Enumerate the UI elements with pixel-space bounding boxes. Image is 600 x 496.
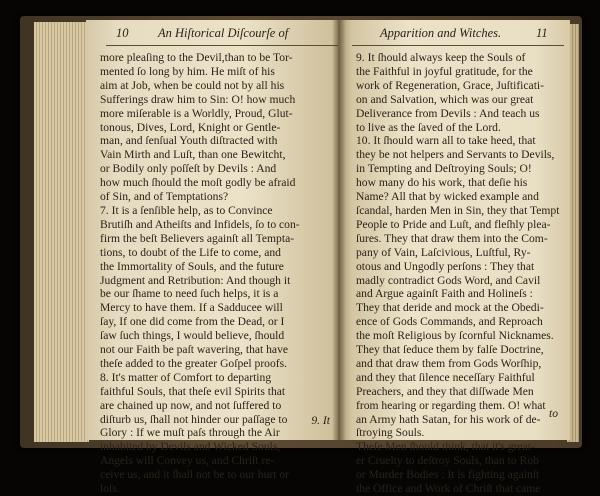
text-line: pany of Vain, Laſcivious, Luſtful, Ry- [356,245,531,259]
text-line: from hearing or regarding them. O! what [356,398,546,412]
text-line: not our Faith be paſt wavering, that have [100,343,289,357]
book-gutter [332,20,346,440]
text-line: of Sin, and of Temptations? [100,190,229,204]
text-line: Name? All that by wicked example and [356,190,539,204]
text-line: the Faithful in joyful gratitude, for the [356,64,533,78]
right-running-head: Apparition and Witches. [380,26,502,40]
text-line: ſcandal, harden Men in Sin, they that Tempt [356,203,560,217]
text-line: They that deride and mock at the Obedi- [356,301,544,315]
right-body-text [356,51,570,496]
text-line: ſay, If one did come from the Dead, or I [100,315,285,329]
left-running-head: An Hiſtorical Diſcourſe of [158,26,289,40]
text-line: Judgment and Retribution: And though it [100,273,291,287]
left-page-number: 10 [116,26,129,40]
text-line: are chained up now, and not ſuffered to [100,398,282,412]
text-line: mented ſo long by him. He miſt of his [100,64,275,78]
left-catchword: 9. It [311,414,330,427]
text-line: aim at Job, when be could not by all his [100,78,285,92]
text-line: work of Regeneration, Grace, Juſtificati- [356,78,545,92]
text-line: the moſt Religious by ſcornful Nicknames. [356,329,554,343]
text-line: and Argue againſt Faith and Holineſs : [356,287,533,301]
text-line: they be not helpers and Servants to Devils, [356,148,555,162]
text-line: Glory : If we muſt paſs through the Air [100,426,280,440]
text-line: or Bodily only poſſeſt by Devils : And [100,162,277,176]
text-line: theſe added to the greater Goſpel proofs. [100,356,288,370]
text-line: man, and ſenſual Youth diſtracted with [100,134,278,148]
text-line: diſturb us, ſhall not hinder our paſſage to [100,412,288,426]
text-line: and they that ſilence neceſſary Faithful [356,370,535,384]
text-line: on and Salvation, which was our great [356,92,534,106]
text-line: faithful Souls, that theſe evil Spirits that [100,384,286,398]
text-line: ence of Gods Commands, and Reproach [356,315,543,329]
left-page [86,20,348,496]
text-line: more pleaſing to the Devil,than to be Tor- [100,51,293,64]
text-line: People to Pride and Luſt, and fleſhly plea- [356,217,551,231]
text-line: be our ſhame to need ſuch helps, it is a [100,287,279,301]
text-line: an Army hath Satan, for his work of de- [356,412,541,426]
text-line: ſaw ſuch things, I would believe, ſhould [100,329,285,343]
text-line: ſtroying Souls. [356,426,425,440]
text-line: Brutiſh and Atheiſts and Infidels, ſo to con- [100,217,300,231]
text-line: firm the beſt Believers againſt all Tempta- [100,231,295,245]
text-line: er Cruelty to deſtroy Souls, than to Rob [356,454,539,468]
text-line: madly contradict Gods Word, and Cavil [356,273,541,287]
text-line: ſures. They that draw them into the Com- [356,231,548,245]
page-edges-left [34,22,89,442]
text-line: 7. It is a ſenſible help, as to Convince [100,203,273,217]
text-line: Sufferings draw him to Sin: O! how much [100,92,296,106]
text-line: Vain Mirth and Luſt, than one Bewitcht, [100,148,286,162]
text-line: otous and Ungodly perſons : They that [356,259,535,273]
text-line: Preachers, and they that diſſwade Men [356,384,534,398]
text-line: 10. It ſhould warn all to take heed, that [356,134,536,148]
text-line: how much ſhould the moſt godly be afraid [100,176,296,190]
text-line: loſs. [100,482,120,496]
text-line: and that draw them from Gods Worſhip, [356,356,542,370]
right-page-number: 11 [536,26,548,40]
right-page [338,20,570,496]
text-line: Mercy to have them. If a Sadducee will [100,301,283,315]
text-line: inhabited by Devils and Wicked Souls, [100,440,281,454]
text-line: They that ſeduce them by falſe Doctrine, [356,343,544,357]
text-line: Deliverance from Devils : And teach us [356,106,540,120]
text-line: how many do his work, that deſie his [356,176,528,190]
text-line: tions, to doubt of the Life to come, and [100,245,281,259]
text-line: 9. It ſhould always keep the Souls of [356,51,526,64]
text-line: the Office and Work of Chriſt that came [356,482,541,496]
left-body-text [100,51,342,496]
text-line: the Immortality of Souls, and the future [100,259,284,273]
text-line: or Murder Bodies : It is fighting againſt [356,468,540,482]
right-header-rule [352,45,564,46]
open-book [20,10,585,496]
text-line: tonous, Dives, Lord, Knight or Gentle- [100,120,281,134]
right-catchword: to [548,407,558,420]
text-line: Angels will Convey us, and Chriſt re- [100,454,275,468]
text-line: more miſerable is a Worldly, Proud, Glut- [100,106,293,120]
text-line: ceive us, and it ſhall not be to our hurt or [100,468,289,482]
text-line: in Tempting and Deſtroying Souls; O! [356,162,532,176]
left-header-rule [106,45,338,46]
text-line: 8. It's matter of Comfort to departing [100,370,272,384]
text-line: to live as the ſaved of the Lord. [356,120,501,134]
text-line: Theſe Men ſhould think, that it's great- [356,440,535,454]
